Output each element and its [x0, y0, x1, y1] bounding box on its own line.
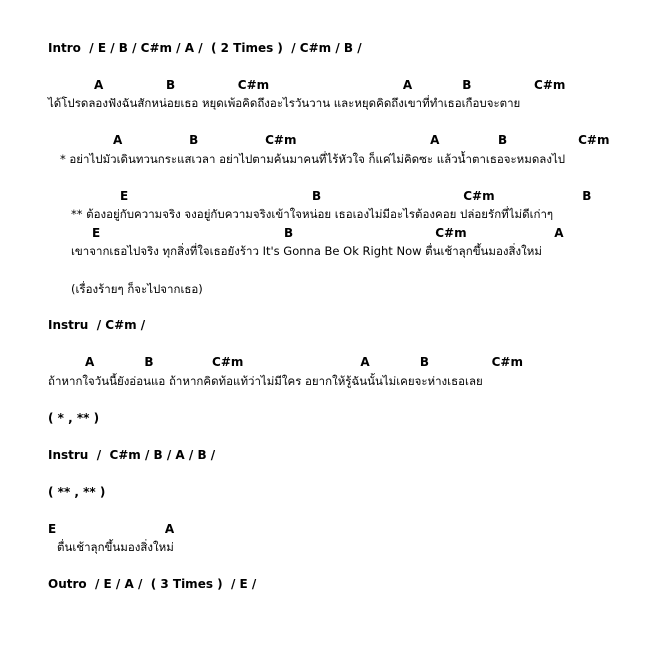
chorus-lyric-2: เขาจากเธอไปจริง ทุกสิ่งที่ใจเธอยังร้าว It's Gonna Be Ok Right Now ตื่นเช้าลุกขึ้นมองสิ่งใหม่: [71, 244, 542, 258]
instru-line-1: Instru / C#m /: [48, 318, 146, 332]
verse1-lyric-2: * อย่าไปมัวเดินทวนกระแสเวลา อย่าไปตามค้นมาคนที่ไร้หัวใจ ก็แค่ไม่คิดซะ แล้วน้ำตาเธอจะหมดลงไป: [60, 152, 566, 166]
chorus-chords-2: E B C#m A: [92, 226, 564, 240]
chorus-lyric-1: ** ต้องอยู่กับความจริง จงอยู่กับความจริงเข้าใจหน่อย เธอเองไม่มีอะไรต้องคอย ปล่อยรักที่ไม่ดีเก่าๆ: [71, 207, 554, 221]
outro-line: Outro / E / A / ( 3 Times ) / E /: [48, 577, 257, 591]
repeat-line-1: ( * , ** ): [48, 411, 100, 425]
verse1-chords-1: A B C#m A B C#m: [94, 78, 566, 92]
bridge-chords: A B C#m A B C#m: [85, 355, 523, 369]
instru-line-2: Instru / C#m / B / A / B /: [48, 448, 216, 462]
ending-lyric: ตื่นเช้าลุกขึ้นมองสิ่งใหม่: [57, 540, 174, 554]
verse1-chords-2: A B C#m A B C#m: [113, 133, 610, 147]
bridge-lyric: ถ้าหากใจวันนี้ยังอ่อนแอ ถ้าหากคิดท้อแท้ว่าไม่มีใคร อยากให้รู้ฉันนั้นไม่เคยจะห่างเธอเลย: [48, 374, 483, 388]
repeat-line-2: ( ** , ** ): [48, 485, 106, 499]
chorus-chords-1: E B C#m B: [120, 189, 592, 203]
chorus-note: (เรื่องร้ายๆ ก็จะไปจากเธอ): [71, 282, 203, 296]
verse1-lyric-1: ได้โปรดลองฟังฉันสักหน่อยเธอ หยุดเพ้อคิดถึงอะไรวันวาน และหยุดคิดถึงเขาที่ทำเธอเกือบจะตาย: [48, 96, 521, 110]
intro-line: Intro / E / B / C#m / A / ( 2 Times ) / C#m / B /: [48, 41, 362, 55]
ending-chords: E A: [48, 522, 175, 536]
